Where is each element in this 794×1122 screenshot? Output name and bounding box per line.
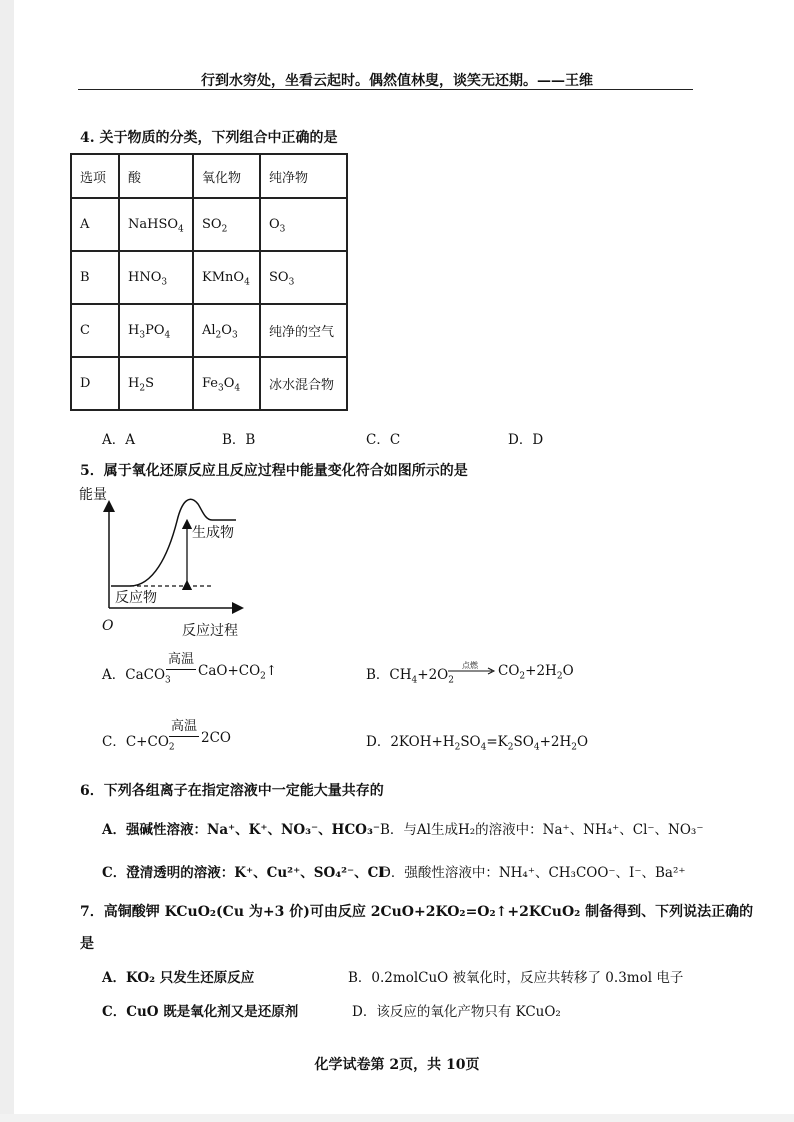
scan-edge-shade (0, 0, 14, 1122)
q4-option-a: A．A (102, 432, 135, 448)
q5-option-c: C．$C+CO_2$ (102, 734, 175, 753)
q6-stem: 6．下列各组离子在指定溶液中一定能大量共存的 (80, 783, 384, 799)
row-oxide: $Fe_3O_4$ (193, 357, 260, 410)
energy-curve (111, 499, 236, 586)
q4-option-b: B．B (222, 432, 256, 448)
table-header-row (71, 154, 347, 198)
reaction-bar (169, 736, 199, 737)
header-motto: 行到水穷处，坐看云起时。偶然值林叟，谈笑无还期。——王维 (201, 73, 593, 89)
q6-option-d: D．强酸性溶液中：NH₄⁺、CH₃COO⁻、I⁻、Ba²⁺ (380, 865, 686, 881)
row-option: B (71, 251, 119, 304)
q4-option-d: D．D (508, 432, 544, 448)
condition-ignite: 点燃 (462, 661, 478, 670)
header-rule (78, 89, 693, 90)
q5-option-a: A．CaCO$_3$ (102, 667, 171, 686)
option-label: D． (366, 734, 391, 750)
q4-stem: 4. 关于物质的分类，下列组合中正确的是 (80, 130, 338, 146)
table-header-cell: 氧化物 (193, 154, 260, 198)
row-acid: $H_3PO_4$ (119, 304, 193, 357)
origin-label: O (102, 618, 114, 634)
reactant-label: 反应物 (115, 590, 157, 606)
row-acid: $H_2S$ (119, 357, 193, 410)
table-row (71, 251, 347, 304)
row-option: C (71, 304, 119, 357)
condition-high-temp: 高温 (167, 652, 194, 667)
q7-option-c: C．CuO 既是氧化剂又是还原剂 (102, 1004, 299, 1020)
q5-stem: 5．属于氧化还原反应且反应过程中能量变化符合如图所示的是 (80, 463, 468, 479)
q7-option-b: B．0.2molCuO 被氧化时，反应共转移了 0.3mol 电子 (348, 970, 684, 986)
row-acid: NaHSO$_4$ (119, 198, 193, 251)
q5-option-b-products: $CO_2+2H_2O$ (498, 663, 574, 682)
reaction-arrow (448, 667, 496, 675)
q6-option-b: B．与Al生成H₂的溶液中：Na⁺、NH₄⁺、Cl⁻、NO₃⁻ (380, 822, 704, 838)
condition-high-temp: 高温 (170, 719, 197, 734)
row-option: D (71, 357, 119, 410)
option-label: C． (102, 734, 126, 750)
option-label: A． (102, 667, 126, 683)
q7-stem-line1: 7．高铜酸钾 KCuO₂(Cu 为+3 价)可由反应 2CuO+2KO₂=O₂↑+2KCuO₂ 制备得到、下列说法正确的 (80, 904, 754, 920)
q5-option-c-products: 2CO (201, 730, 231, 746)
row-oxide: $SO_2$ (193, 198, 260, 251)
row-acid: $HNO_3$ (119, 251, 193, 304)
q4-table (70, 153, 348, 411)
table-row (71, 198, 347, 251)
q6-option-a: A．强碱性溶液：Na⁺、K⁺、NO₃⁻、HCO₃⁻ (102, 822, 380, 838)
option-label: B． (366, 667, 390, 683)
table-header-cell: 纯净物 (260, 154, 347, 198)
table-header-cell: 酸 (119, 154, 193, 198)
row-oxide: KMnO$_4$ (193, 251, 260, 304)
q7-stem-line2: 是 (80, 936, 94, 952)
page-footer: 化学试卷第 2页，共 10页 (314, 1057, 480, 1073)
table-row (71, 357, 347, 410)
x-axis-label: 反应过程 (182, 623, 238, 639)
q7-option-d: D．该反应的氧化产物只有 KCuO₂ (352, 1004, 561, 1020)
q4-option-c: C．C (366, 432, 401, 448)
q5-option-d: D．$2KOH+H_2SO_4=K_2SO_4+2H_2O$ (366, 734, 589, 753)
q5-option-a-products: $CaO+CO_2↑$ (198, 663, 278, 682)
row-oxide: $Al_2O_3$ (193, 304, 260, 357)
q7-option-a: A．KO₂ 只发生还原反应 (102, 970, 255, 986)
row-pure: $SO_3$ (260, 251, 347, 304)
q5-option-b: B．$CH_4+2O_2$ (366, 667, 454, 686)
y-axis-label: 能量 (79, 487, 107, 503)
row-option: A (71, 198, 119, 251)
table-row (71, 304, 347, 357)
q6-option-c: C．澄清透明的溶液：K⁺、Cu²⁺、SO₄²⁻、Cl⁻ (102, 865, 391, 881)
reaction-bar (166, 669, 196, 670)
table-header-cell: 选项 (71, 154, 119, 198)
row-pure: 纯净的空气 (260, 304, 347, 357)
scan-bottom-shade (0, 1114, 794, 1122)
row-pure: $O_3$ (260, 198, 347, 251)
row-pure: 冰水混合物 (260, 357, 347, 410)
product-label: 生成物 (192, 525, 234, 541)
